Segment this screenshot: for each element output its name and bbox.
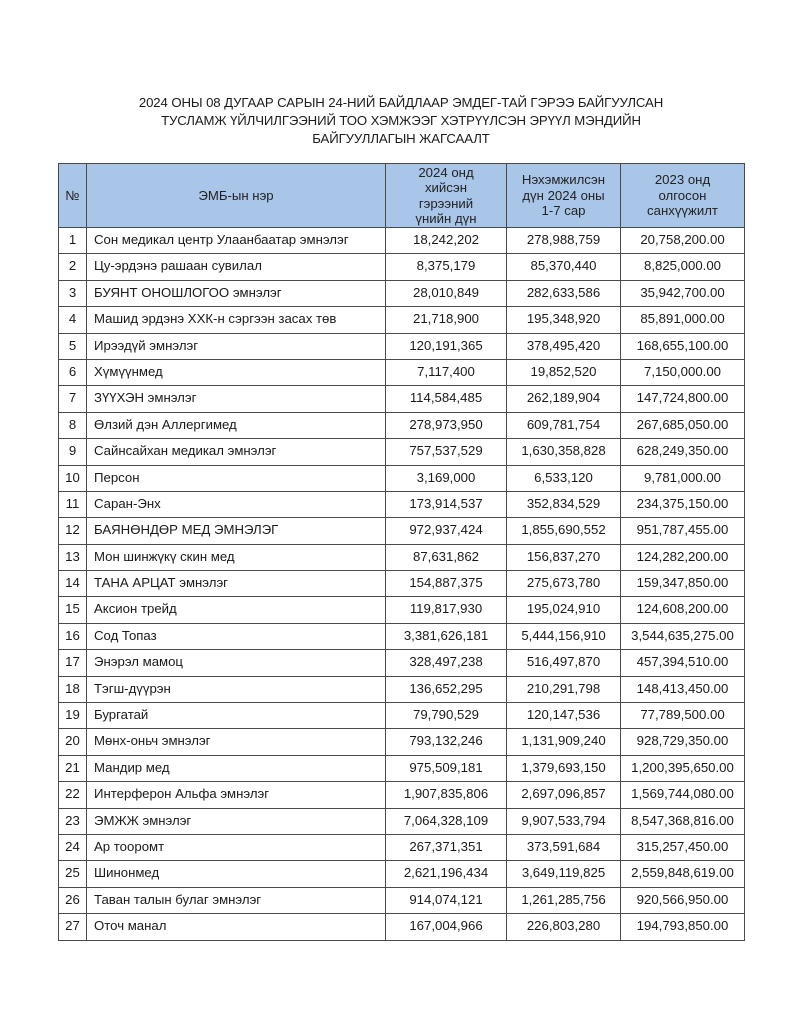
funding-amount-2023: 124,608,200.00: [621, 597, 745, 623]
billed-amount-2024: 1,261,285,756: [507, 887, 621, 913]
row-number: 3: [59, 280, 87, 306]
organization-name: Мон шинжүкү скин мед: [87, 544, 386, 570]
organization-name: Ар тооромт: [87, 834, 386, 860]
contract-amount-2024: 2,621,196,434: [386, 861, 507, 887]
funding-amount-2023: 3,544,635,275.00: [621, 623, 745, 649]
table-row: [59, 808, 745, 834]
table-row: [59, 676, 745, 702]
organization-name: Персон: [87, 465, 386, 491]
column-header-funding-2023: [621, 164, 745, 228]
funding-amount-2023: 315,257,450.00: [621, 834, 745, 860]
billed-amount-2024: 1,379,693,150: [507, 755, 621, 781]
header-line: хийсэн: [424, 180, 468, 195]
contract-amount-2024: 167,004,966: [386, 914, 507, 940]
header-line: гэрээний: [418, 195, 474, 211]
organization-name: БАЯНӨНДӨР МЕД ЭМНЭЛЭГ: [87, 518, 386, 544]
table-row: [59, 307, 745, 333]
column-header-billed-2024: [507, 164, 621, 228]
table-row: [59, 386, 745, 412]
organization-name: Машид эрдэнэ ХХК-н сэргээн засах төв: [87, 307, 386, 333]
table-row: [59, 333, 745, 359]
header-line: дүн 2024 оны: [522, 187, 605, 203]
organization-name: Бургатай: [87, 703, 386, 729]
organization-name: Саран-Энх: [87, 491, 386, 517]
billed-amount-2024: 85,370,440: [507, 254, 621, 280]
row-number: 12: [59, 518, 87, 544]
organization-name: Тэгш-дүүрэн: [87, 676, 386, 702]
funding-amount-2023: 8,547,368,816.00: [621, 808, 745, 834]
contract-amount-2024: 3,381,626,181: [386, 623, 507, 649]
billed-amount-2024: 373,591,684: [507, 834, 621, 860]
billed-amount-2024: 1,131,909,240: [507, 729, 621, 755]
row-number: 20: [59, 729, 87, 755]
billed-amount-2024: 3,649,119,825: [507, 861, 621, 887]
organization-name: Мөнх-оньч эмнэлэг: [87, 729, 386, 755]
table-row: [59, 650, 745, 676]
table-row: [59, 782, 745, 808]
contract-amount-2024: 3,169,000: [386, 465, 507, 491]
row-number: 23: [59, 808, 87, 834]
row-number: 2: [59, 254, 87, 280]
organization-name: Сон медикал центр Улаанбаатар эмнэлэг: [87, 228, 386, 254]
billed-amount-2024: 226,803,280: [507, 914, 621, 940]
row-number: 26: [59, 887, 87, 913]
funding-amount-2023: 234,375,150.00: [621, 491, 745, 517]
title-line-1: 2024 ОНЫ 08 ДУГААР САРЫН 24-НИЙ БАЙДЛААР ЭМДЕГ-ТАЙ ГЭРЭЭ БАЙГУУЛСАН: [138, 95, 664, 110]
contract-amount-2024: 757,537,529: [386, 439, 507, 465]
row-number: 16: [59, 623, 87, 649]
table-row: [59, 465, 745, 491]
billed-amount-2024: 516,497,870: [507, 650, 621, 676]
organization-name: Ирээдүй эмнэлэг: [87, 333, 386, 359]
organization-name: Өлзий дэн Аллергимед: [87, 412, 386, 438]
header-line: олгосон: [658, 187, 707, 203]
column-header-name: ЭМБ-ын нэр: [87, 164, 386, 228]
organization-name: Цу-эрдэнэ рашаан сувилал: [87, 254, 386, 280]
row-number: 14: [59, 571, 87, 597]
row-number: 1: [59, 228, 87, 254]
header-line: 2024 онд: [418, 164, 474, 180]
row-number: 18: [59, 676, 87, 702]
table-row: [59, 755, 745, 781]
billed-amount-2024: 5,444,156,910: [507, 623, 621, 649]
organization-name: Хүмүүнмед: [87, 359, 386, 385]
funding-amount-2023: 159,347,850.00: [621, 571, 745, 597]
table-body: [59, 228, 745, 941]
row-number: 25: [59, 861, 87, 887]
funding-amount-2023: 124,282,200.00: [621, 544, 745, 570]
row-number: 6: [59, 359, 87, 385]
billed-amount-2024: 210,291,798: [507, 676, 621, 702]
row-number: 10: [59, 465, 87, 491]
funding-amount-2023: 194,793,850.00: [621, 914, 745, 940]
funding-amount-2023: 35,942,700.00: [621, 280, 745, 306]
billed-amount-2024: 378,495,420: [507, 333, 621, 359]
organization-name: Мандир мед: [87, 755, 386, 781]
row-number: 27: [59, 914, 87, 940]
organization-name: Аксион трейд: [87, 597, 386, 623]
funding-amount-2023: 1,200,395,650.00: [621, 755, 745, 781]
billed-amount-2024: 6,533,120: [507, 465, 621, 491]
funding-amount-2023: 457,394,510.00: [621, 650, 745, 676]
contract-amount-2024: 119,817,930: [386, 597, 507, 623]
header-line: үнийн дүн: [415, 211, 477, 226]
document-title: [60, 94, 742, 148]
billed-amount-2024: 609,781,754: [507, 412, 621, 438]
funding-amount-2023: 8,825,000.00: [621, 254, 745, 280]
contract-amount-2024: 328,497,238: [386, 650, 507, 676]
contract-amount-2024: 793,132,246: [386, 729, 507, 755]
table-row: [59, 887, 745, 913]
contract-amount-2024: 267,371,351: [386, 834, 507, 860]
column-header-no: №: [59, 164, 87, 228]
billed-amount-2024: 1,630,358,828: [507, 439, 621, 465]
billed-amount-2024: 195,024,910: [507, 597, 621, 623]
organizations-table: [58, 163, 745, 941]
contract-amount-2024: 87,631,862: [386, 544, 507, 570]
table-row: [59, 254, 745, 280]
funding-amount-2023: 9,781,000.00: [621, 465, 745, 491]
organization-name: ЗҮҮХЭН эмнэлэг: [87, 386, 386, 412]
organization-name: ЭМЖЖ эмнэлэг: [87, 808, 386, 834]
row-number: 21: [59, 755, 87, 781]
contract-amount-2024: 278,973,950: [386, 412, 507, 438]
contract-amount-2024: 972,937,424: [386, 518, 507, 544]
billed-amount-2024: 19,852,520: [507, 359, 621, 385]
contract-amount-2024: 8,375,179: [386, 254, 507, 280]
funding-amount-2023: 920,566,950.00: [621, 887, 745, 913]
table-row: [59, 861, 745, 887]
organization-name: Сод Топаз: [87, 623, 386, 649]
header-line: 1-7 сар: [541, 203, 586, 219]
funding-amount-2023: 1,569,744,080.00: [621, 782, 745, 808]
organization-name: Таван талын булаг эмнэлэг: [87, 887, 386, 913]
contract-amount-2024: 18,242,202: [386, 228, 507, 254]
organization-name: БУЯНТ ОНОШЛОГОО эмнэлэг: [87, 280, 386, 306]
row-number: 22: [59, 782, 87, 808]
contract-amount-2024: 7,117,400: [386, 359, 507, 385]
row-number: 13: [59, 544, 87, 570]
funding-amount-2023: 7,150,000.00: [621, 359, 745, 385]
funding-amount-2023: 147,724,800.00: [621, 386, 745, 412]
funding-amount-2023: 148,413,450.00: [621, 676, 745, 702]
billed-amount-2024: 195,348,920: [507, 307, 621, 333]
funding-amount-2023: 267,685,050.00: [621, 412, 745, 438]
organization-name: Сайнсайхан медикал эмнэлэг: [87, 439, 386, 465]
contract-amount-2024: 7,064,328,109: [386, 808, 507, 834]
row-number: 24: [59, 834, 87, 860]
table-row: [59, 228, 745, 254]
billed-amount-2024: 9,907,533,794: [507, 808, 621, 834]
row-number: 7: [59, 386, 87, 412]
billed-amount-2024: 156,837,270: [507, 544, 621, 570]
table-row: [59, 412, 745, 438]
row-number: 11: [59, 491, 87, 517]
table-row: [59, 280, 745, 306]
table-row: [59, 491, 745, 517]
funding-amount-2023: 20,758,200.00: [621, 228, 745, 254]
contract-amount-2024: 1,907,835,806: [386, 782, 507, 808]
table-header: [59, 164, 745, 228]
contract-amount-2024: 136,652,295: [386, 676, 507, 702]
billed-amount-2024: 2,697,096,857: [507, 782, 621, 808]
contract-amount-2024: 975,509,181: [386, 755, 507, 781]
table-row: [59, 729, 745, 755]
billed-amount-2024: 282,633,586: [507, 280, 621, 306]
row-number: 17: [59, 650, 87, 676]
contract-amount-2024: 79,790,529: [386, 703, 507, 729]
row-number: 5: [59, 333, 87, 359]
row-number: 9: [59, 439, 87, 465]
contract-amount-2024: 21,718,900: [386, 307, 507, 333]
row-number: 8: [59, 412, 87, 438]
table-row: [59, 834, 745, 860]
contract-amount-2024: 173,914,537: [386, 491, 507, 517]
title-line-3: БАЙГУУЛЛАГЫН ЖАГСААЛТ: [312, 131, 490, 146]
funding-amount-2023: 628,249,350.00: [621, 439, 745, 465]
funding-amount-2023: 77,789,500.00: [621, 703, 745, 729]
table-row: [59, 439, 745, 465]
title-line-2: ТУСЛАМЖ ҮЙЛЧИЛГЭЭНИЙ ТОО ХЭМЖЭЭГ ХЭТРҮҮЛСЭН ЭРҮҮЛ МЭНДИЙН: [161, 113, 641, 128]
contract-amount-2024: 914,074,121: [386, 887, 507, 913]
header-line: Нэхэмжилсэн: [521, 172, 606, 188]
funding-amount-2023: 2,559,848,619.00: [621, 861, 745, 887]
organization-name: Оточ манал: [87, 914, 386, 940]
contract-amount-2024: 120,191,365: [386, 333, 507, 359]
funding-amount-2023: 85,891,000.00: [621, 307, 745, 333]
contract-amount-2024: 114,584,485: [386, 386, 507, 412]
header-line: 2023 онд: [654, 172, 711, 188]
organization-name: Энэрэл мамоц: [87, 650, 386, 676]
table-row: [59, 597, 745, 623]
row-number: 19: [59, 703, 87, 729]
table-row: [59, 623, 745, 649]
organization-name: ТАНА АРЦАТ эмнэлэг: [87, 571, 386, 597]
row-number: 4: [59, 307, 87, 333]
column-header-contract-2024: [386, 164, 507, 228]
billed-amount-2024: 120,147,536: [507, 703, 621, 729]
table-row: [59, 518, 745, 544]
header-line: санхүүжилт: [647, 203, 718, 219]
row-number: 15: [59, 597, 87, 623]
table-row: [59, 571, 745, 597]
contract-amount-2024: 154,887,375: [386, 571, 507, 597]
contract-amount-2024: 28,010,849: [386, 280, 507, 306]
organization-name: Интерферон Альфа эмнэлэг: [87, 782, 386, 808]
billed-amount-2024: 275,673,780: [507, 571, 621, 597]
billed-amount-2024: 352,834,529: [507, 491, 621, 517]
funding-amount-2023: 168,655,100.00: [621, 333, 745, 359]
table-row: [59, 703, 745, 729]
billed-amount-2024: 1,855,690,552: [507, 518, 621, 544]
table-row: [59, 544, 745, 570]
organization-name: Шинонмед: [87, 861, 386, 887]
funding-amount-2023: 928,729,350.00: [621, 729, 745, 755]
billed-amount-2024: 262,189,904: [507, 386, 621, 412]
billed-amount-2024: 278,988,759: [507, 228, 621, 254]
funding-amount-2023: 951,787,455.00: [621, 518, 745, 544]
table-row: [59, 359, 745, 385]
table-row: [59, 914, 745, 940]
